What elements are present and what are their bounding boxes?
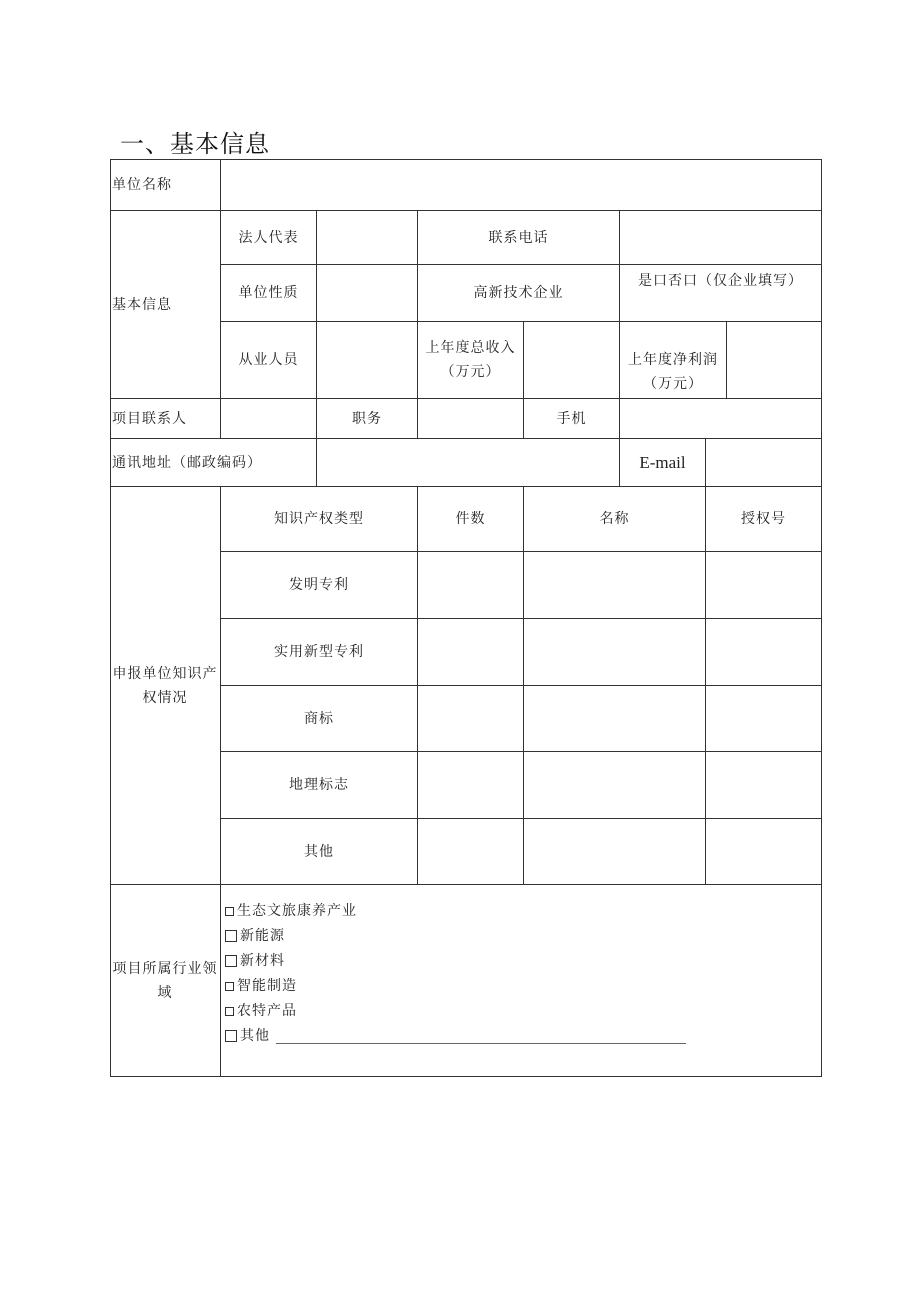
domain-option-label: 新材料 bbox=[240, 953, 285, 969]
net-profit-label-line2: （万元） bbox=[643, 376, 703, 392]
ip-row-name-field[interactable] bbox=[524, 819, 706, 885]
position-field[interactable] bbox=[418, 399, 524, 439]
unit-nature-label: 单位性质 bbox=[221, 265, 317, 322]
domain-section-label-line1: 项目所属行业领 bbox=[112, 960, 218, 977]
ip-row-count-field[interactable] bbox=[418, 619, 524, 686]
total-income-label-line1: 上年度总收入 bbox=[425, 340, 516, 356]
domain-option[interactable] bbox=[225, 974, 297, 999]
ip-section-label-line1: 申报单位知识产 bbox=[112, 665, 218, 682]
unit-name-field[interactable] bbox=[221, 159, 822, 211]
ip-row-type: 地理标志 bbox=[221, 752, 418, 819]
basic-info-form bbox=[110, 159, 822, 1077]
checkbox-icon[interactable] bbox=[225, 1007, 234, 1016]
ip-row-count-field[interactable] bbox=[418, 686, 524, 752]
other-domain-input[interactable] bbox=[276, 1029, 686, 1044]
domain-section-label-line2: 域 bbox=[157, 984, 173, 1001]
domain-option-label: 智能制造 bbox=[237, 978, 297, 994]
page-title: 一、基本信息 bbox=[120, 130, 270, 158]
ip-row-count-field[interactable] bbox=[418, 819, 524, 885]
contact-phone-field[interactable] bbox=[620, 211, 822, 265]
ip-header-name: 名称 bbox=[524, 487, 706, 552]
unit-nature-field[interactable] bbox=[317, 265, 418, 322]
domain-option-label: 其他 bbox=[240, 1028, 270, 1044]
ip-row-grant-field[interactable] bbox=[706, 619, 822, 686]
mobile-label: 手机 bbox=[524, 399, 620, 439]
net-profit-field[interactable] bbox=[727, 322, 822, 399]
legal-rep-label: 法人代表 bbox=[221, 211, 317, 265]
ip-row-type: 发明专利 bbox=[221, 552, 418, 619]
checkbox-icon[interactable] bbox=[225, 930, 237, 942]
high-tech-choice[interactable]: 是口否口（仅企业填写） bbox=[620, 265, 822, 322]
ip-row-count-field[interactable] bbox=[418, 752, 524, 819]
domain-option[interactable] bbox=[225, 899, 357, 924]
ip-row-type: 商标 bbox=[221, 686, 418, 752]
net-profit-label bbox=[620, 322, 727, 399]
total-income-label bbox=[418, 322, 524, 399]
domain-section-label bbox=[110, 885, 221, 1077]
ip-row-grant-field[interactable] bbox=[706, 752, 822, 819]
basic-info-label: 基本信息 bbox=[110, 211, 221, 399]
domain-option[interactable] bbox=[225, 924, 285, 949]
employees-field[interactable] bbox=[317, 322, 418, 399]
email-field[interactable] bbox=[706, 439, 822, 487]
checkbox-icon[interactable] bbox=[225, 955, 237, 967]
ip-row-grant-field[interactable] bbox=[706, 686, 822, 752]
legal-rep-field[interactable] bbox=[317, 211, 418, 265]
ip-header-type: 知识产权类型 bbox=[221, 487, 418, 552]
ip-row-grant-field[interactable] bbox=[706, 819, 822, 885]
high-tech-label: 高新技术企业 bbox=[418, 265, 620, 322]
ip-section-label bbox=[110, 487, 221, 885]
ip-header-grant-no: 授权号 bbox=[706, 487, 822, 552]
ip-row-count-field[interactable] bbox=[418, 552, 524, 619]
checkbox-icon[interactable] bbox=[225, 907, 234, 916]
contact-phone-label: 联系电话 bbox=[418, 211, 620, 265]
project-contact-field[interactable] bbox=[221, 399, 317, 439]
unit-name-label: 单位名称 bbox=[110, 159, 221, 211]
mobile-field[interactable] bbox=[620, 399, 822, 439]
ip-row-type: 其他 bbox=[221, 819, 418, 885]
domain-option[interactable] bbox=[225, 999, 297, 1024]
address-label: 通讯地址（邮政编码） bbox=[110, 439, 317, 487]
ip-section-label-line2: 权情况 bbox=[142, 689, 188, 706]
ip-row-name-field[interactable] bbox=[524, 552, 706, 619]
ip-row-name-field[interactable] bbox=[524, 752, 706, 819]
address-field[interactable] bbox=[317, 439, 620, 487]
ip-row-type: 实用新型专利 bbox=[221, 619, 418, 686]
ip-row-grant-field[interactable] bbox=[706, 552, 822, 619]
email-label: E-mail bbox=[620, 439, 706, 487]
domain-option-label: 新能源 bbox=[240, 928, 285, 944]
ip-row-name-field[interactable] bbox=[524, 686, 706, 752]
checkbox-icon[interactable] bbox=[225, 1030, 237, 1042]
domain-option-label: 农特产品 bbox=[237, 1003, 297, 1019]
domain-option[interactable] bbox=[225, 949, 285, 974]
employees-label: 从业人员 bbox=[221, 322, 317, 399]
total-income-field[interactable] bbox=[524, 322, 620, 399]
checkbox-icon[interactable] bbox=[225, 982, 234, 991]
domain-option-label: 生态文旅康养产业 bbox=[237, 903, 357, 919]
total-income-label-line2: （万元） bbox=[440, 364, 501, 380]
position-label: 职务 bbox=[317, 399, 418, 439]
net-profit-label-line1: 上年度净利润 bbox=[628, 352, 718, 368]
project-contact-label: 项目联系人 bbox=[110, 399, 221, 439]
domain-options bbox=[221, 885, 822, 1077]
ip-header-count: 件数 bbox=[418, 487, 524, 552]
ip-row-name-field[interactable] bbox=[524, 619, 706, 686]
domain-option[interactable] bbox=[225, 1024, 686, 1049]
